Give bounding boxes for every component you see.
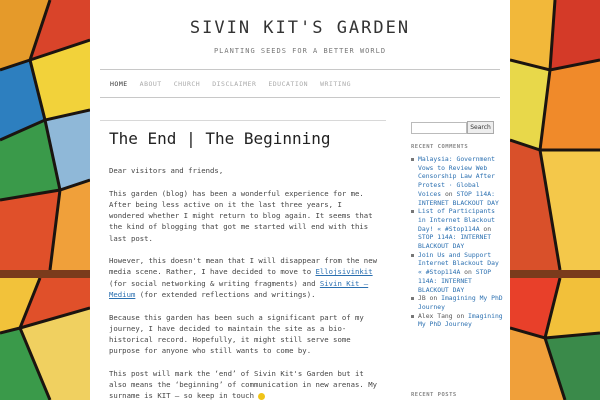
post-paragraph: This garden (blog) has been a wonderful experience for me. After being less active on it the last three years, I wondered whether I might return to blog again. It seems that the kind of blogging that got me started will end with this last post. (109, 188, 373, 243)
comment-post-link[interactable]: STOP 114A: INTERNET BLACKOUT DAY (418, 233, 492, 251)
post-paragraph (109, 368, 381, 400)
post-text: (for social networking & writing fragments) and (109, 278, 320, 288)
post-text: This post will mark the ‘end’ of Sivin Kit's Garden but it also means the ‘beginning’ of communication in new arenas. My surname is KIT — so keep in touch (109, 368, 377, 400)
comment-author: JB (418, 294, 426, 303)
comment-author: Alex Tang (418, 311, 453, 320)
search-button[interactable]: Search (467, 121, 494, 134)
comment-on: on (479, 224, 492, 233)
stained-glass-panel (0, 278, 90, 400)
post-content (100, 120, 386, 400)
comment-post-link[interactable]: STOP 114A: INTERNET BLACKOUT DAY (418, 268, 492, 294)
nav-item-writing[interactable]: WRITING (320, 79, 351, 88)
comment-on: on (452, 311, 469, 320)
comment-post-link[interactable]: STOP 114A: INTERNET BLACKOUT DAY (418, 189, 499, 207)
stained-glass-panel (510, 278, 600, 400)
post-title[interactable]: The End | The Beginning (109, 129, 331, 148)
stained-glass-panel (0, 0, 90, 270)
nav-item-church[interactable]: CHURCH (173, 79, 201, 88)
comment-on: on (441, 189, 457, 198)
comment-item (411, 207, 503, 251)
main-nav (100, 69, 500, 98)
nav-item-home[interactable]: HOME (110, 79, 128, 88)
site-tagline: PLANTING SEEDS FOR A BETTER WORLD (213, 47, 387, 55)
recent-posts-title: RECENT POSTS (411, 392, 457, 398)
post-paragraph (109, 255, 381, 300)
medium-link[interactable]: Sivin Kit — Medium (109, 278, 369, 299)
post-text: However, this doesn't mean that I will disappear from the new media scene. Rather, I have decided to move to (109, 256, 377, 277)
nav-item-disclaimer[interactable]: DISCLAIMER (212, 79, 257, 88)
comment-item (411, 294, 503, 311)
comment-on: on (460, 268, 476, 277)
comment-item (411, 155, 503, 207)
comment-item (411, 251, 503, 295)
recent-comments-list (411, 155, 503, 329)
post-body (109, 165, 381, 400)
comment-post-link[interactable]: Imagining My PhD Journey (418, 294, 503, 311)
blog-page (90, 0, 510, 400)
comment-author-link[interactable]: Malaysia: Government Vows to Review Web Censorship Law After Protest · Global Voices (418, 155, 495, 198)
post-paragraph: Because this garden has been such a significant part of my journey, I have decided to maintain the site as a bio-historical record. Hopefully, it might still serve some purpose for anyone who still wants to come by. (109, 312, 364, 356)
comment-post-link[interactable]: Imagining My PhD Journey (418, 311, 503, 329)
nav-item-education[interactable]: EDUCATION (268, 79, 309, 88)
comment-author-link[interactable]: Join Us and Support Internet Blackout Day « #Stop114A (418, 250, 499, 277)
smiley-icon (258, 393, 265, 400)
site-title[interactable]: SIVIN KIT'S GARDEN (189, 18, 411, 38)
recent-comments-title: RECENT COMMENTS (411, 144, 469, 150)
comment-item (411, 312, 503, 329)
search-input[interactable] (411, 122, 467, 134)
comment-on: on (425, 294, 442, 303)
post-paragraph: Dear visitors and friends, (109, 166, 224, 175)
comment-author-link[interactable]: List of Participants in Internet Blackout Day! « #Stop114A (418, 207, 495, 233)
stained-glass-panel (510, 0, 600, 270)
ellojsivinkit-link[interactable]: Ellojsivinkit (315, 267, 373, 277)
post-text: (for extended reflections and writings). (135, 289, 316, 299)
nav-item-about[interactable]: ABOUT (139, 79, 162, 88)
sidebar (410, 120, 502, 400)
